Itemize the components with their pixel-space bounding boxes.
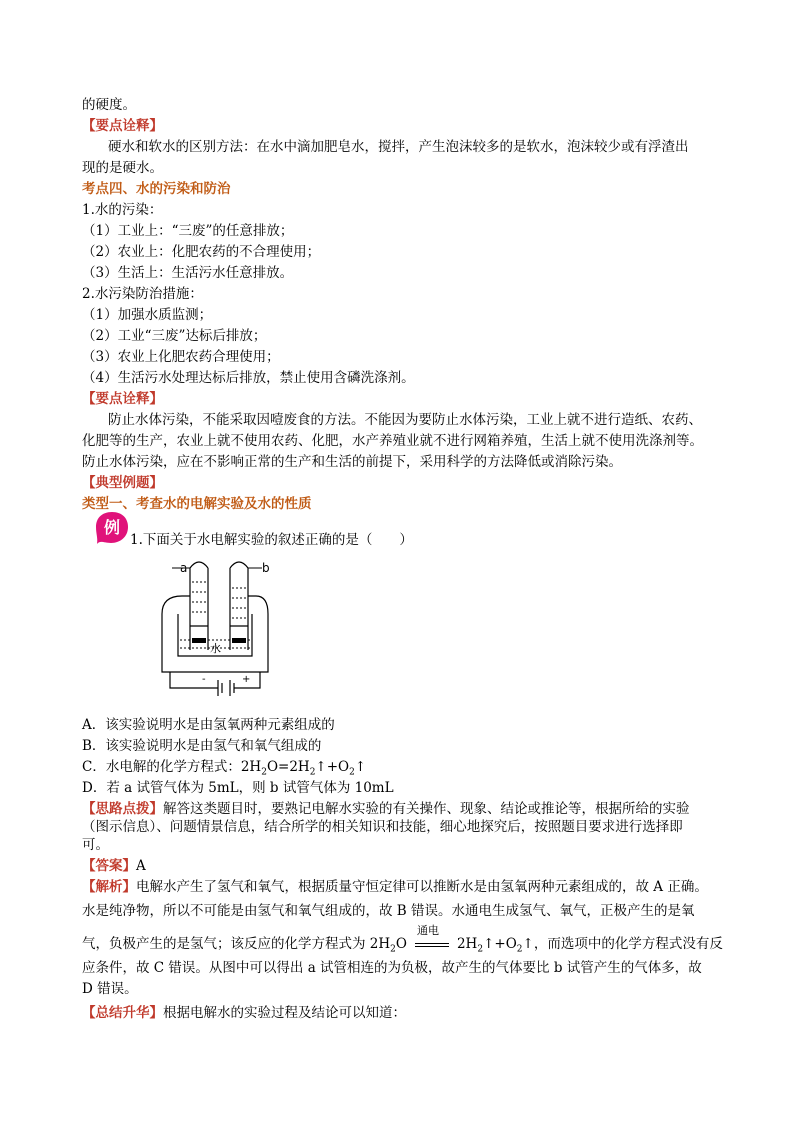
text-line: 1.水的污染： (82, 202, 163, 218)
text-line: （3）生活上：生活污水任意排放。 (82, 265, 294, 281)
svg-text:-: - (202, 674, 206, 685)
text-line: （4）生活污水处理达标后排放，禁止使用含磷洗涤剂。 (82, 370, 415, 386)
svg-text:例: 例 (103, 518, 121, 537)
text-line: 现的是硬水。 (82, 160, 163, 176)
electrolysis-diagram (150, 552, 280, 698)
text-line: 防止水体污染，不能采取因噎废食的方法。不能因为要防止水体污染，工业上就不进行造纸、农药、 (108, 412, 702, 428)
example-badge-icon (94, 510, 130, 546)
option-a: A．该实验说明水是由氢氧两种元素组成的 (82, 717, 335, 733)
answer-line: 【答案】A (82, 858, 146, 874)
text-line: 防止水体污染，应在不影响正常的生产和生活的前提下，采用科学的方法降低或消除污染。 (82, 454, 622, 470)
svg-text:b: b (262, 561, 270, 575)
example-tag: 【典型例题】 (82, 475, 163, 491)
option-d: D．若 a 试管气体为 5mL，则 b 试管气体为 10mL (82, 780, 394, 796)
text-line: 的硬度。 (82, 97, 136, 113)
text-line: 2.水污染防治措施： (82, 286, 203, 302)
hint-line: 【思路点拨】解答这类题目时，要熟记电解水实验的有关操作、现象、结论或推论等，根据所给的实验 (82, 801, 690, 817)
analysis-line: 【解析】电解水产生了氢气和氧气，根据质量守恒定律可以推断水是由氢氧两种元素组成的，故 A 正确。 (82, 879, 708, 895)
text-line: （2）农业上：化肥农药的不合理使用； (82, 244, 321, 260)
section-heading: 考点四、水的污染和防治 (82, 181, 231, 197)
text-line: D 错误。 (82, 981, 138, 997)
option-c: C．水电解的化学方程式：$2H_2O=2H_2↑+O_2↑$ (82, 759, 367, 778)
equation-line: 气，负极产生的是氢气；该反应的化学方程式为 $2H_2O$ 通电 $2H_2↑+O_2↑$，而选项中的化学方程式没有反 (82, 924, 723, 955)
text-line: （1）工业上：“三废”的任意排放； (82, 223, 294, 239)
text-line: 水是纯净物，所以不可能是由氢气和氧气组成的，故 B 错误。水通电生成氢气、氧气，正极产生的是氧 (82, 903, 695, 919)
text-line: （2）工业“三废”达标后排放； (82, 328, 267, 344)
svg-text:水: 水 (210, 642, 221, 655)
text-line: （图示信息）、问题情景信息，结合所学的相关知识和技能，细心地探究后，按照题目要求进行选择即 (82, 819, 683, 835)
question-text: 1.下面关于水电解实验的叙述正确的是（ ） (130, 532, 413, 548)
option-b: B．该实验说明水是由氢气和氧气组成的 (82, 738, 322, 754)
summary-line: 【总结升华】根据电解水的实验过程及结论可以知道： (82, 1005, 406, 1021)
text-line: 硬水和软水的区别方法：在水中滴加肥皂水，搅拌，产生泡沫较多的是软水，泡沫较少或有浮渣出 (108, 139, 689, 155)
text-line: 应条件，故 C 错误。从图中可以得出 a 试管相连的为负极，故产生的气体要比 b 试管产生的气体多，故 (82, 960, 702, 976)
text-line: （1）加强水质监测； (82, 307, 213, 323)
key-point-tag: 【要点诠释】 (82, 118, 163, 134)
text-line: 可。 (82, 837, 109, 853)
svg-text:a: a (180, 561, 188, 575)
text-line: 化肥等的生产，农业上就不使用农药、化肥，水产养殖业就不进行网箱养殖，生活上就不使用洗涤剂等。 (82, 433, 703, 449)
svg-text:+: + (242, 674, 251, 685)
section-heading: 类型一、考查水的电解实验及水的性质 (82, 496, 312, 512)
text-line: （3）农业上化肥农药合理使用； (82, 349, 280, 365)
key-point-tag: 【要点诠释】 (82, 391, 163, 407)
